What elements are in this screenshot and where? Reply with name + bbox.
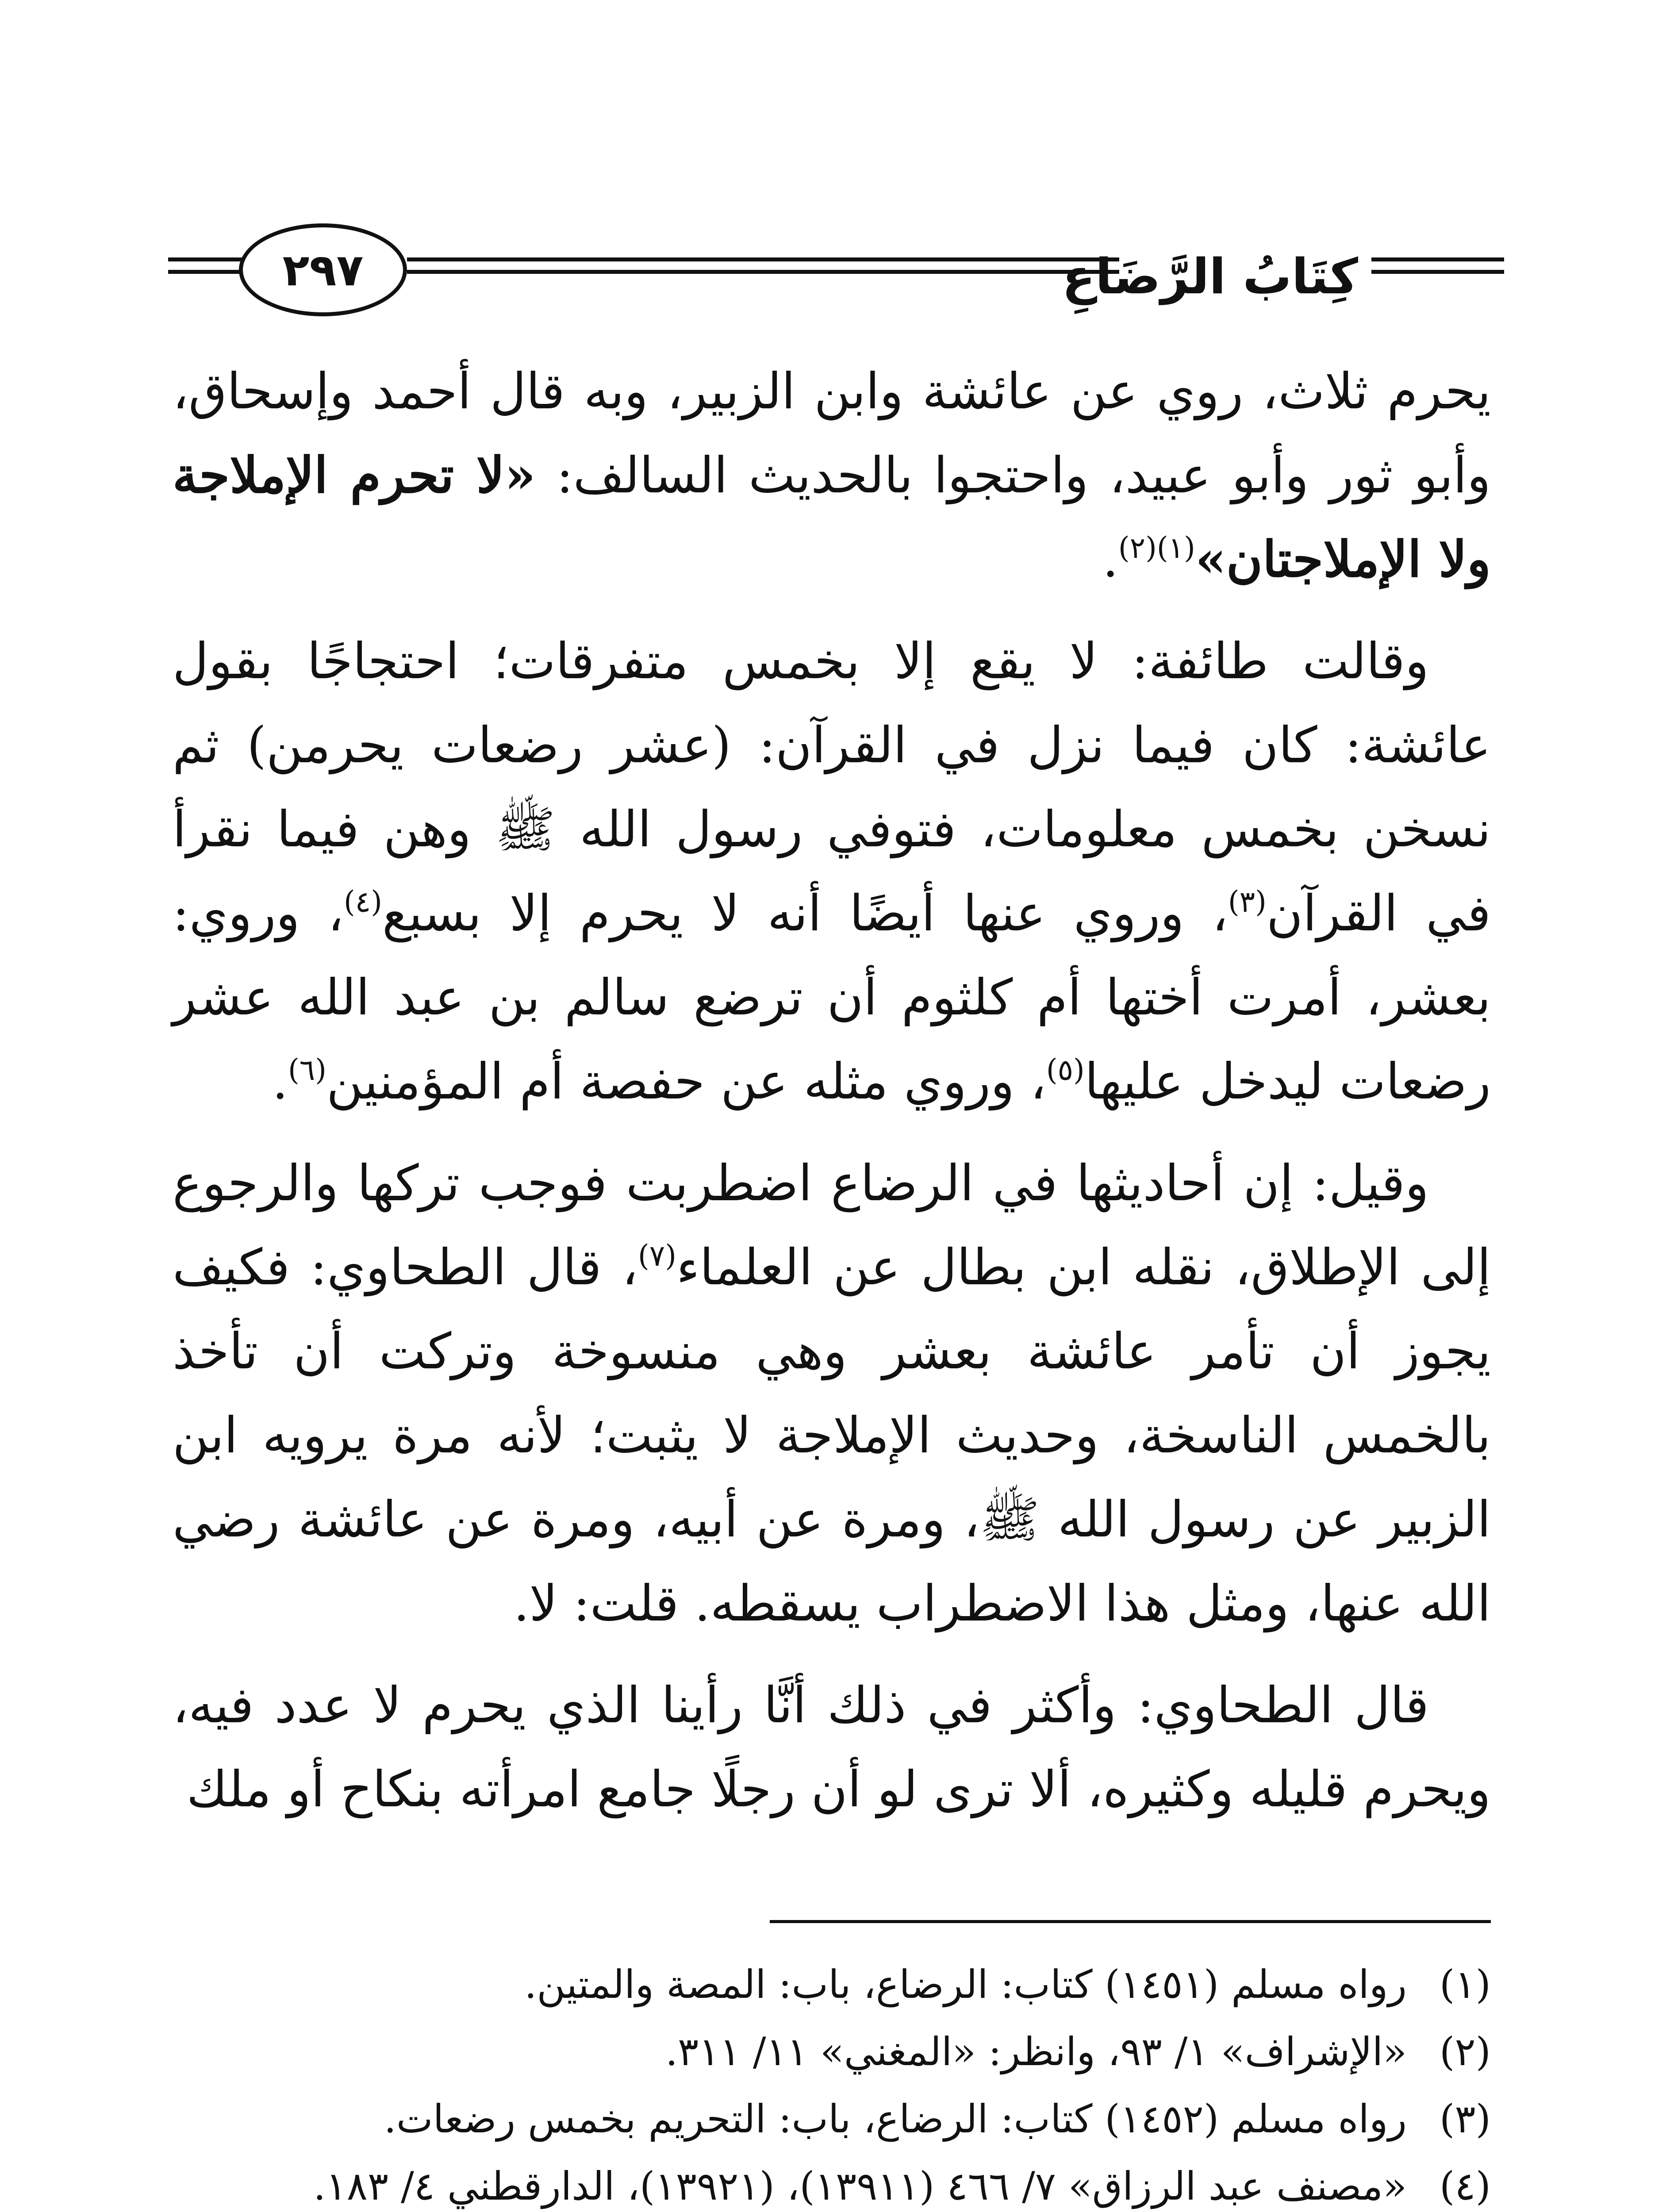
footnote-number: (٣)	[1440, 2096, 1491, 2142]
text-segment: وقالت طائفة: لا يقع إلا بخمس متفرقات؛ احتجاجًا بقول عائشة: كان فيما نزل في القرآن: (عشر رضعات يحرمن) ثم نسخن بخمس معلومات، فتوفي رسول الله ﷺ وهن فيما نقرأ في القرآن	[173, 633, 1491, 942]
text-segment: .	[272, 1053, 288, 1110]
main-text	[173, 349, 1491, 1832]
footnote-item	[221, 2018, 1491, 2085]
text-segment: وقيل: إن أحاديثها في الرضاع اضطربت فوجب تركها والرجوع إلى الإطلاق، نقله ابن بطال عن العلماء	[173, 1155, 1491, 1296]
text-segment: ، وروي: بعشر، أمرت أختها أم كلثوم أن ترضع سالم بن عبد الله عشر رضعات ليدخل عليها	[173, 885, 1491, 1110]
footnote-item	[221, 1951, 1491, 2018]
footnote-text: «مصنف عبد الرزاق» ٧/ ٤٦٦ (١٣٩١١)، (١٣٩٢١)، الدارقطني ٤/ ١٨٣.	[313, 2163, 1407, 2209]
body-paragraph	[173, 349, 1491, 602]
header-rule-right-bottom	[1371, 270, 1504, 274]
footnote-item	[221, 2085, 1491, 2153]
page-header	[168, 208, 1504, 341]
footnote-number: (٤)	[1440, 2163, 1491, 2209]
page-number: ٢٩٧	[239, 223, 407, 316]
footnote-text: رواه مسلم (١٤٥٢) كتاب: الرضاع، باب: التحريم بخمس رضعات.	[384, 2096, 1407, 2142]
footnote-number: (١)	[1440, 1962, 1491, 2007]
header-rule-left-bottom	[168, 270, 243, 274]
footnote-reference: (٥)	[1046, 1053, 1085, 1087]
footnotes	[221, 1951, 1491, 2212]
text-segment: ، وروي مثله عن حفصة أم المؤمنين	[326, 1053, 1046, 1110]
body-paragraph	[173, 1141, 1491, 1646]
text-segment: ، قال الطحاوي: فكيف يجوز أن تأمر عائشة بعشر وهي منسوخة وتركت أن تأخذ بالخمس الناسخة، وحديث الإملاجة لا يثبت؛ لأنه مرة يرويه ابن الزبير عن رسول الله ﷺ، ومرة عن أبيه، ومرة عن عائشة رضي الله عنها، ومثل هذا الاضطراب يسقطه. قلت: لا.	[173, 1239, 1491, 1632]
header-rule-right-top	[1371, 257, 1504, 261]
footnote-number: (٢)	[1440, 2029, 1491, 2074]
footnote-reference: (٦)	[288, 1053, 326, 1087]
hadith-quote: «لا تحرم الإملاجة ولا الإملاجتان»	[173, 446, 1491, 588]
chapter-title: كِتَابُ الرَّضَاعِ	[1062, 248, 1358, 305]
text-segment: .	[1102, 531, 1118, 588]
body-paragraph	[173, 1663, 1491, 1832]
footnote-text: «الإشراف» ١/ ٩٣، وانظر: «المغني» ١١/ ٣١١.	[665, 2029, 1407, 2074]
header-rule-left-top	[168, 257, 243, 261]
footnote-separator	[770, 1920, 1491, 1923]
footnote-reference: (١)(٢)	[1118, 531, 1195, 565]
footnote-text: رواه مسلم (١٤٥١) كتاب: الرضاع، باب: المصة والمتين.	[524, 1962, 1407, 2007]
text-segment: قال الطحاوي: وأكثر في ذلك أنَّا رأينا الذي يحرم لا عدد فيه، ويحرم قليله وكثيره، ألا ترى لو أن رجلًا جامع امرأته بنكاح أو ملك	[173, 1677, 1491, 1818]
footnote-item	[221, 2153, 1491, 2212]
text-segment: ، وروي عنها أيضًا أنه لا يحرم إلا بسبع	[382, 885, 1228, 942]
body-paragraph	[173, 619, 1491, 1124]
footnote-reference: (٧)	[638, 1239, 676, 1273]
footnote-reference: (٤)	[344, 885, 382, 919]
text-segment: يحرم ثلاث، روي عن عائشة وابن الزبير، وبه قال أحمد وإسحاق، وأبو ثور وأبو عبيد، واحتجوا بالحديث السالف:	[173, 363, 1491, 504]
footnote-reference: (٣)	[1228, 885, 1267, 919]
